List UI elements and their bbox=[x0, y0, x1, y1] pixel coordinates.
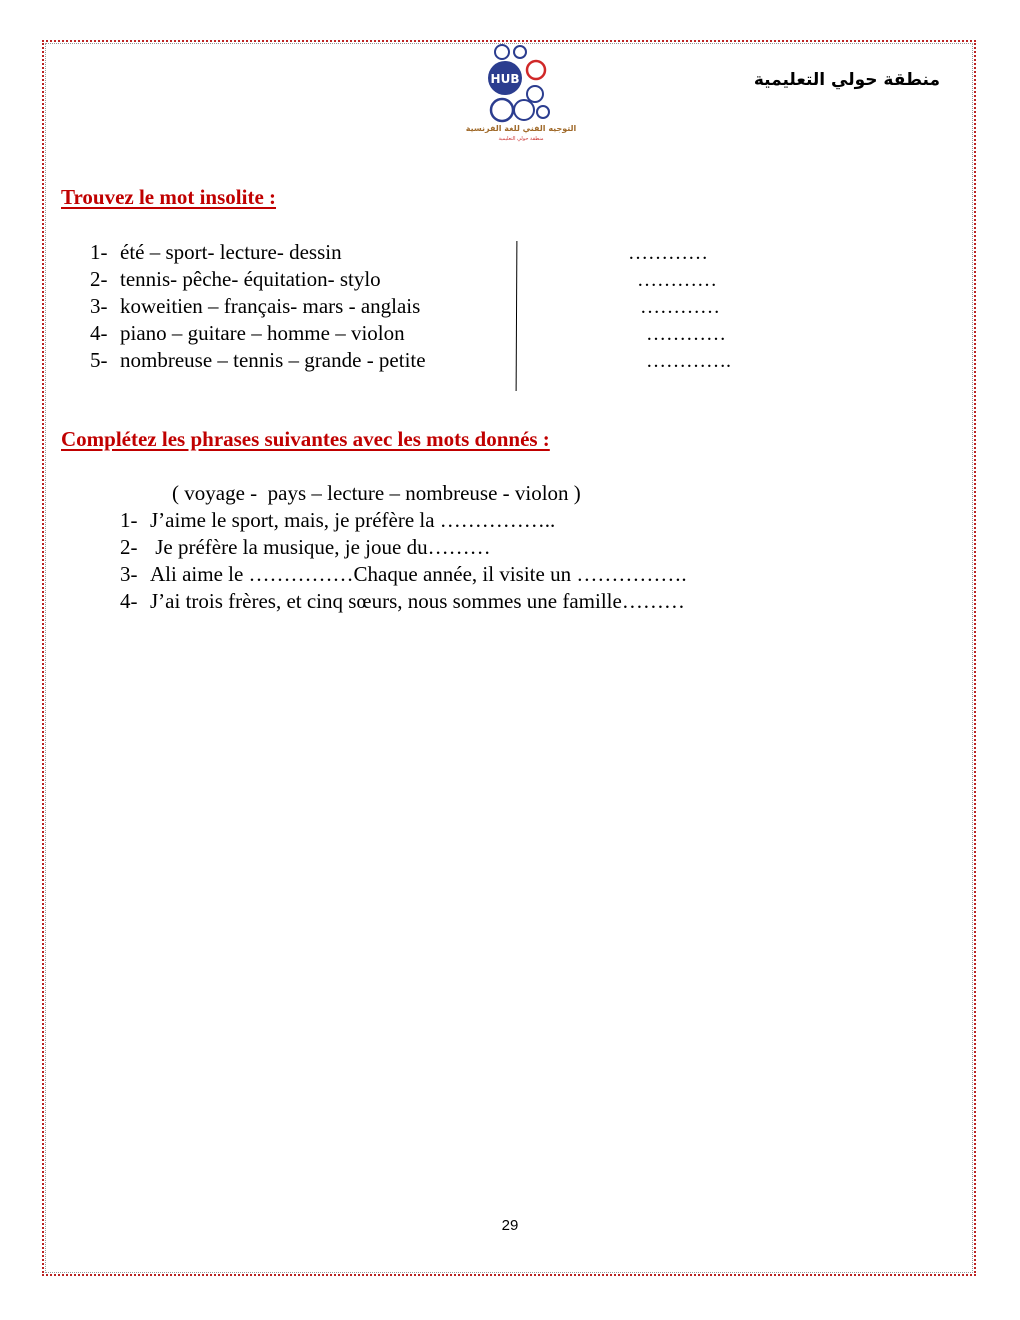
item-number: 1- bbox=[90, 240, 108, 264]
hub-logo bbox=[452, 42, 590, 150]
page-border-inner bbox=[45, 43, 973, 1273]
item-number: 1- bbox=[120, 508, 138, 532]
item-number: 5- bbox=[90, 348, 108, 372]
item-number: 2- bbox=[120, 535, 138, 559]
page-number: 29 bbox=[501, 1217, 519, 1234]
item-text: été – sport- lecture- dessin bbox=[120, 240, 342, 264]
header-arabic-title: منطقة حولي التعليمية bbox=[753, 70, 940, 90]
item-number: 4- bbox=[120, 589, 138, 613]
section2-title: Complétez les phrases suivantes avec les mots donnés : bbox=[61, 427, 550, 451]
item-text: J’aime le sport, mais, je préfère la …………….. bbox=[150, 508, 556, 532]
list-item bbox=[120, 534, 687, 561]
answer-blank-1: ………… bbox=[628, 242, 708, 264]
logo-circle-1 bbox=[495, 45, 509, 59]
list-item bbox=[120, 561, 687, 588]
item-text: J’ai trois frères, et cinq sœurs, nous sommes une famille……… bbox=[150, 589, 685, 613]
item-text: Ali aime le ……………Chaque année, il visite un ……………. bbox=[150, 562, 687, 586]
logo-circle-7 bbox=[537, 106, 549, 118]
list-item bbox=[90, 347, 426, 374]
section1-title: Trouvez le mot insolite : bbox=[61, 185, 277, 209]
item-text: piano – guitare – homme – violon bbox=[120, 321, 405, 345]
logo-circle-3 bbox=[527, 61, 545, 79]
list-item bbox=[90, 293, 426, 320]
logo-circle-2 bbox=[514, 46, 526, 58]
item-text: koweitien – français- mars - anglais bbox=[120, 294, 421, 318]
logo-circle-6 bbox=[514, 100, 534, 120]
item-text: Je préfère la musique, je joue du……… bbox=[150, 535, 491, 559]
logo-caption: التوجيه الفني للغة الفرنسية bbox=[465, 124, 577, 133]
answer-blank-4: ………… bbox=[646, 323, 726, 345]
item-number: 4- bbox=[90, 321, 108, 345]
item-text: tennis- pêche- équitation- stylo bbox=[120, 267, 381, 291]
section2-list bbox=[120, 507, 687, 615]
answer-blank-3: ………… bbox=[640, 296, 720, 318]
answer-blank-5: …………. bbox=[646, 350, 731, 372]
list-item bbox=[120, 507, 687, 534]
logo-circle-8 bbox=[491, 99, 513, 121]
item-number: 3- bbox=[120, 562, 138, 586]
item-number: 3- bbox=[90, 294, 108, 318]
word-bank: ( voyage - pays – lecture – nombreuse - violon ) bbox=[172, 481, 581, 505]
list-item bbox=[90, 239, 426, 266]
list-item bbox=[90, 320, 426, 347]
list-item bbox=[120, 588, 687, 615]
logo-badge-text: HUB bbox=[490, 72, 520, 86]
item-text: nombreuse – tennis – grande - petite bbox=[120, 348, 426, 372]
logo-circle-5 bbox=[527, 86, 543, 102]
logo-sub-caption: منطقة حولي التعليمية bbox=[498, 136, 544, 142]
list-item bbox=[90, 266, 426, 293]
item-number: 2- bbox=[90, 267, 108, 291]
answer-blank-2: ………… bbox=[637, 269, 717, 291]
section1-list bbox=[90, 239, 426, 374]
